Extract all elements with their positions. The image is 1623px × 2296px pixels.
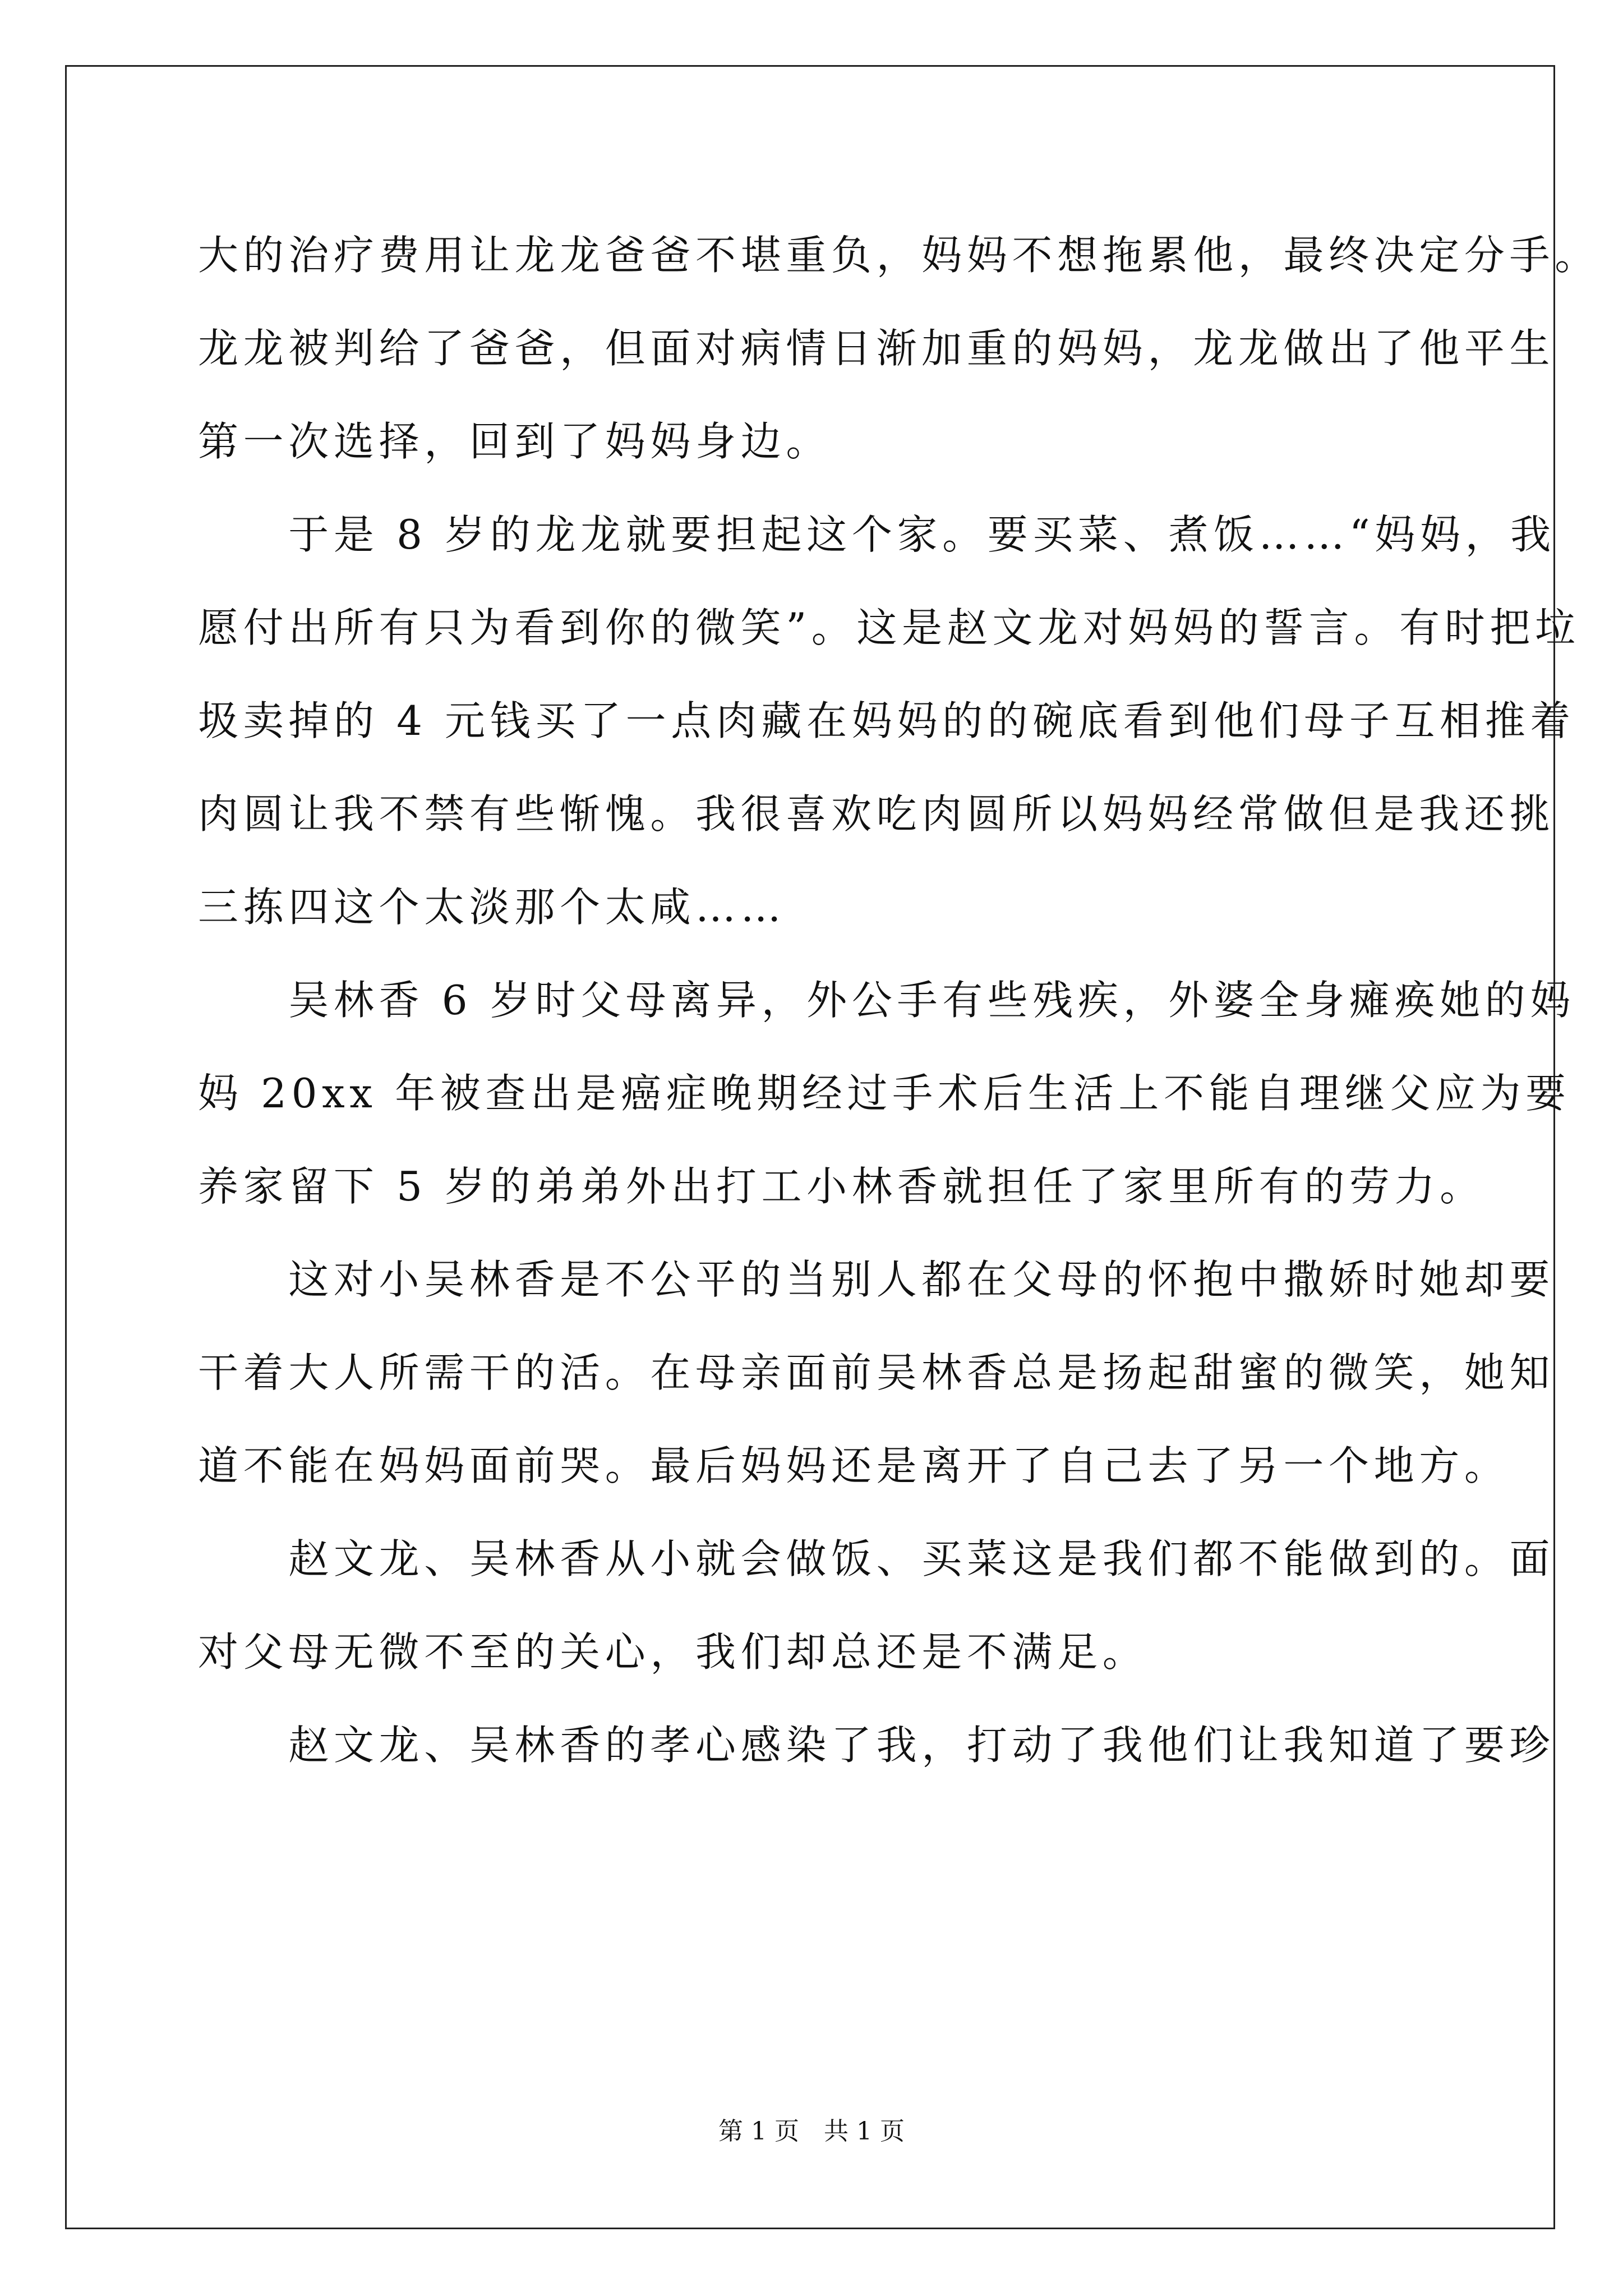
text-line: 妈 20xx 年被查出是癌症晚期经过手术后生活上不能自理继父应为要 — [198, 1070, 1571, 1117]
text-line: 干着大人所需干的活。在母亲面前吴林香总是扬起甜蜜的微笑，她知 — [198, 1349, 1555, 1396]
text-line: 于是 8 岁的龙龙就要担起这个家。要买菜、煮饭……“妈妈，我 — [198, 511, 1556, 558]
text-line: 养家留下 5 岁的弟弟外出打工小林香就担任了家里所有的劳力。 — [198, 1163, 1485, 1210]
text-line: 第一次选择，回到了妈妈身边。 — [198, 418, 831, 465]
text-line: 赵文龙、吴林香的孝心感染了我，打动了我他们让我知道了要珍 — [198, 1722, 1555, 1769]
text-line: 这对小吴林香是不公平的当别人都在父母的怀抱中撒娇时她却要 — [198, 1256, 1555, 1303]
text-line: 三拣四这个太淡那个太咸…… — [198, 884, 786, 931]
text-line: 龙龙被判给了爸爸，但面对病情日渐加重的妈妈，龙龙做出了他平生 — [198, 325, 1555, 372]
text-line: 道不能在妈妈面前哭。最后妈妈还是离开了自己去了另一个地方。 — [198, 1442, 1510, 1489]
document-body — [198, 209, 1600, 1792]
text-line: 吴林香 6 岁时父母离异，外公手有些残疾，外婆全身瘫痪她的妈 — [198, 977, 1576, 1024]
text-line: 圾卖掉的 4 元钱买了一点肉藏在妈妈的的碗底看到他们母子互相推着 — [198, 697, 1576, 744]
text-line: 对父母无微不至的关心，我们却总还是不满足。 — [198, 1628, 1148, 1676]
text-line: 愿付出所有只为看到你的微笑”。这是赵文龙对妈妈的誓言。有时把垃 — [198, 604, 1580, 651]
text-line: 赵文龙、吴林香从小就会做饭、买菜这是我们都不能做到的。面 — [198, 1535, 1555, 1582]
text-line: 大的治疗费用让龙龙爸爸不堪重负，妈妈不想拖累他，最终决定分手。 — [198, 232, 1600, 279]
text-line: 肉圆让我不禁有些惭愧。我很喜欢吃肉圆所以妈妈经常做但是我还挑 — [198, 790, 1555, 838]
page-number: 第 1 页 共 1 页 — [718, 2117, 905, 2146]
